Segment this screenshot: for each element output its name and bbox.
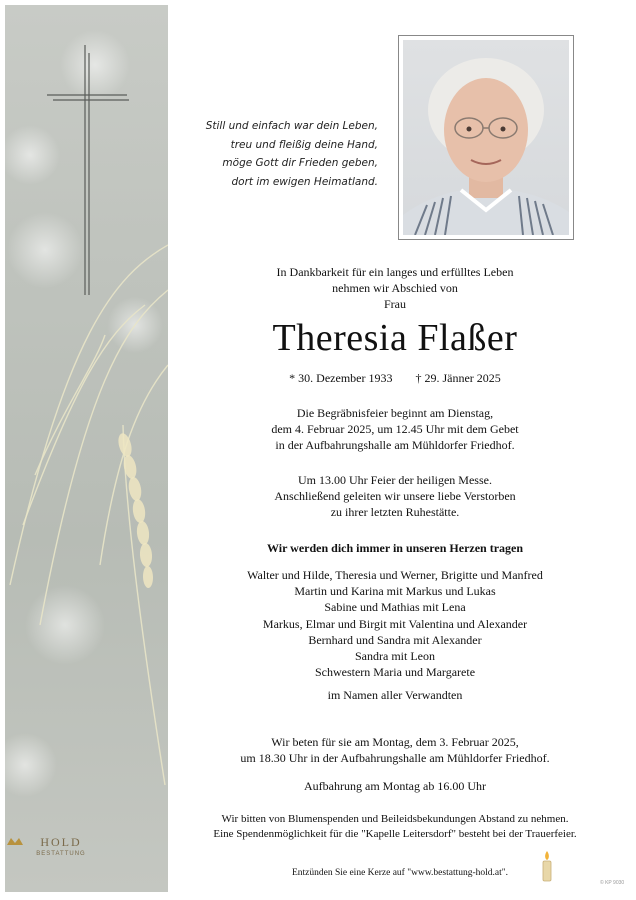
poem-line: treu und fleißig deine Hand,	[230, 138, 378, 151]
grain-and-cross-artwork	[5, 5, 168, 892]
prayer-line: Wir beten für sie am Montag, dem 3. Februar 2025,	[271, 735, 519, 749]
life-dates	[175, 371, 615, 386]
mass-line: Um 13.00 Uhr Feier der heiligen Messe.	[298, 473, 492, 487]
family-line: Bernhard und Sandra mit Alexander	[308, 632, 482, 647]
portrait-illustration	[403, 40, 569, 235]
family-line: Schwestern Maria und Margarete	[314, 665, 476, 680]
logo-subtitle: BESTATTUNG	[36, 851, 86, 857]
prayer-line: um 18.30 Uhr in der Aufbahrungshalle am Mühldorfer Friedhof.	[240, 751, 550, 765]
family-line: Sandra mit Leon	[355, 649, 435, 664]
intro-line: nehmen wir Abschied von	[332, 281, 458, 295]
decorative-side-panel	[5, 5, 168, 892]
funeral-info	[175, 405, 615, 453]
family-line: Markus, Elmar und Birgit mit Valentina und Alexander	[262, 616, 528, 631]
closing-note	[175, 812, 615, 842]
family-line: Sabine und Mathias mit Lena	[324, 600, 466, 615]
family-list	[175, 567, 615, 680]
birth-date: * 30. Dezember 1933	[289, 371, 393, 385]
poem-line: Still und einfach war dein Leben,	[205, 120, 378, 132]
candle-website-note: Entzünden Sie eine Kerze auf "www.bestattung-hold.at".	[291, 868, 509, 878]
intro-text	[175, 264, 615, 312]
memorial-heading: Wir werden dich immer in unseren Herzen tragen	[266, 541, 524, 555]
viewing-info: Aufbahrung am Montag ab 16.00 Uhr	[304, 779, 486, 793]
logo-mark-icon	[5, 835, 25, 847]
family-line: Martin und Karina mit Markus und Lukas	[294, 584, 496, 599]
prayer-info	[175, 734, 615, 766]
funeral-line: in der Aufbahrungshalle am Mühldorfer Friedhof.	[275, 438, 515, 452]
closing-line: Eine Spendenmöglichkeit für die "Kapelle Leitersdorf" besteht bei der Trauerfeier.	[213, 828, 577, 840]
closing-line: Wir bitten von Blumenspenden und Beileidsbekundungen Abstand zu nehmen.	[221, 813, 569, 825]
poem-line: dort im ewigen Heimatland.	[231, 175, 378, 188]
funeral-line: Die Begräbnisfeier beginnt am Dienstag,	[296, 406, 494, 420]
intro-line: Frau	[384, 297, 406, 311]
reference-code: © KP 9030	[600, 880, 625, 886]
intro-line: In Dankbarkeit für ein langes und erfülltes Leben	[276, 265, 514, 279]
portrait-photo-frame	[398, 35, 574, 240]
poem	[170, 117, 378, 191]
funeral-line: dem 4. Februar 2025, um 12.45 Uhr mit dem Gebet	[271, 422, 519, 436]
deceased-name: Theresia Flaßer	[272, 317, 518, 359]
family-line: Walter und Hilde, Theresia und Werner, Brigitte und Manfred	[247, 568, 543, 582]
mass-line: zu ihrer letzten Ruhestätte.	[330, 505, 460, 519]
candle-icon	[540, 850, 554, 887]
relatives-note: im Namen aller Verwandten	[327, 688, 463, 702]
portrait-photo	[403, 40, 569, 235]
funeral-home-logo	[5, 835, 117, 857]
mass-info	[175, 472, 615, 520]
death-date: † 29. Jänner 2025	[415, 371, 501, 385]
mass-line: Anschließend geleiten wir unsere liebe Verstorben	[274, 489, 516, 503]
poem-line: möge Gott dir Frieden geben,	[222, 157, 378, 169]
logo-title: HOLD	[40, 835, 82, 849]
